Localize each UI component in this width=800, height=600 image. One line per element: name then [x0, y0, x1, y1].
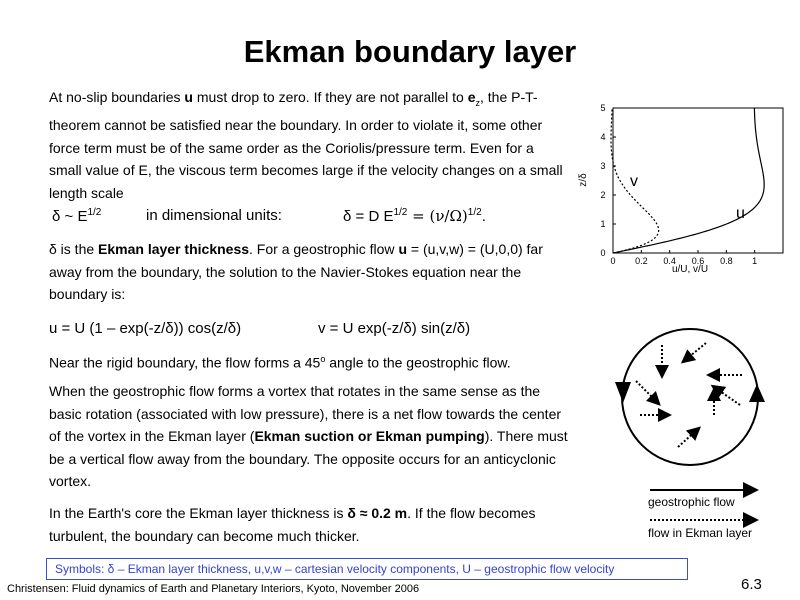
left-flow-triangle [615, 382, 631, 403]
x-tick-label: 0.2 [635, 256, 648, 266]
x-tick-label: 0.8 [720, 256, 733, 266]
thickness-paragraph: δ is the Ekman layer thickness. For a geostrophic flow u = (u,v,w) = (U,0,0) far away from the boundary, the solution to the Navier-Stokes equation near the boundary is: [49, 241, 543, 302]
ekman-arrow [678, 429, 698, 447]
flow-legend [640, 478, 780, 550]
page-title: Ekman boundary layer [243, 34, 577, 69]
y-tick-label: 5 [600, 103, 606, 113]
y-axis-label: z/δ [578, 173, 589, 187]
ekman-scaling-equation: δ ~ $E^{1/2}$ [52, 207, 102, 225]
u-solution-equation: u = U (1 – exp(-z/δ)) cos(z/δ) [49, 320, 242, 337]
plot-frame [613, 108, 783, 253]
right-flow-triangle [749, 384, 765, 402]
geostrophic-flow-label: geostrophic flow [648, 495, 735, 509]
ekman-arrow [684, 343, 706, 361]
y-tick-label: 3 [600, 161, 606, 171]
v-solution-equation: v = U exp(-z/δ) sin(z/δ) [318, 320, 471, 337]
angle-paragraph: Near the rigid boundary, the flow forms a 45$^o$ angle to the geostrophic flow. [49, 354, 511, 371]
vortex-circle [622, 329, 758, 465]
y-tick-label: 4 [600, 132, 606, 142]
x-axis-label: u/U, v/U [671, 264, 709, 275]
dimensional-thickness-equation: δ = D $E^{1/2} = (\nu/\Omega)^{1/2}$. [343, 207, 486, 225]
y-tick-label: 1 [600, 219, 606, 229]
vortex-diagram [600, 325, 780, 475]
x-tick-label: 0.6 [691, 256, 705, 266]
intro-paragraph: At no-slip boundaries u must drop to zero. If they are not parallel to $e_z$, the P-T-theorem cannot be satisfied near the boundary. In order to violate it, some other force term must be of the same order as the Coriolis/pressure term. Even for a small value of E, the viscous term becomes large if the velocity changes on a small length scale [49, 89, 563, 201]
y-tick-label: 2 [600, 190, 606, 200]
ekman-arrow [636, 381, 658, 403]
ekman-flow-label: flow in Ekman layer [648, 526, 753, 540]
x-tick-label: 1 [752, 256, 758, 266]
ekman-arrow [714, 387, 740, 405]
x-tick-label: 0.4 [663, 256, 676, 266]
ekman-profile-chart [560, 100, 790, 280]
y-tick-label: 0 [600, 248, 606, 258]
x-tick-label: 0 [610, 256, 616, 266]
v-series-label: v [630, 173, 638, 190]
symbols-box: Symbols: δ – Ekman layer thickness, u,v,w – cartesian velocity components, U – geostrophic flow velocity [46, 558, 688, 580]
u-series-label: u [736, 205, 745, 222]
vortex-paragraph: When the geostrophic flow forms a vortex that rotates in the same sense as the basic rotation (associated with low pressure), there is a net flow towards the center of the vortex in the Ekman layer (Ekman suction or Ekman pumping). There must be a vertical flow away from the boundary. The opposite occurs for an anticyclonic vortex. [49, 383, 568, 489]
dimensional-units-label: in dimensional units: [146, 207, 282, 224]
earth-core-paragraph: In the Earth's core the Ekman layer thickness is δ ≈ 0.2 m. If the flow becomes turbulent, the boundary can become much thicker. [49, 505, 536, 544]
footer-credit: Christensen: Fluid dynamics of Earth and Planetary Interiors, Kyoto, November 2006 [7, 583, 420, 595]
page-number: 6.3 [741, 576, 762, 593]
